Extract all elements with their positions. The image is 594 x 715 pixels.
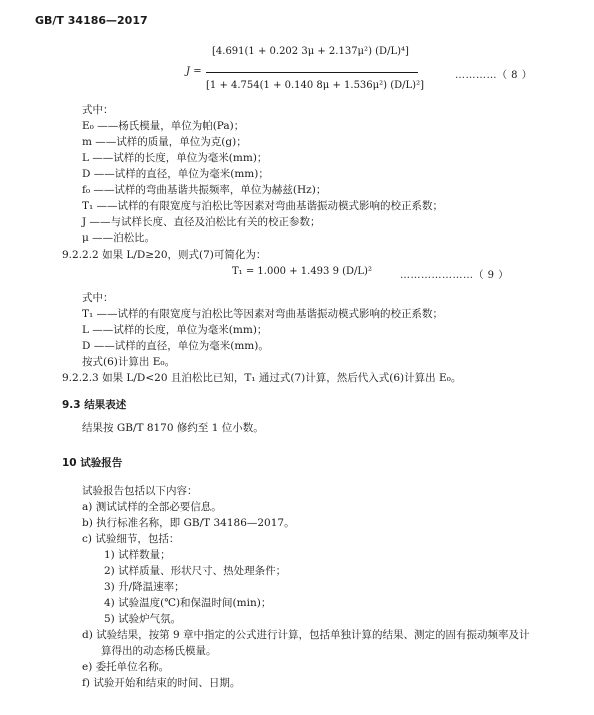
list-item: d) 试验结果，按第 9 章中指定的公式进行计算，包括单独计算的结果、测定的固有振动频率及计 bbox=[82, 629, 530, 641]
list-item-continuation: 算得出的动态杨氏模量。 bbox=[101, 645, 217, 657]
where-item: D ——试样的直径，单位为毫米(mm)； bbox=[82, 168, 269, 180]
list-item: f) 试验开始和结束的时间、日期。 bbox=[82, 677, 241, 689]
equation-9: T₁ = 1.000 + 1.493 9 (D/L)² bbox=[232, 266, 372, 277]
list-item: b) 执行标准名称，即 GB/T 34186—2017。 bbox=[82, 517, 295, 529]
where-item: L ——试样的长度，单位为毫米(mm)； bbox=[82, 324, 268, 336]
list-item: a) 测试试样的全部必要信息。 bbox=[82, 501, 222, 513]
where-item: E₀ ——杨氏模量，单位为帕(Pa)； bbox=[82, 120, 245, 132]
calc-note: 按式(6)计算出 E₀。 bbox=[82, 356, 176, 368]
where-intro: 式中： bbox=[82, 104, 114, 116]
eq9-number: …………………（ 9 ） bbox=[400, 270, 509, 281]
list-subitem: 3) 升/降温速率； bbox=[104, 581, 185, 593]
section-heading-9-3: 9.3 结果表述 bbox=[62, 399, 127, 411]
list-item: c) 试验细节，包括： bbox=[82, 533, 180, 545]
eq8-lhs: J = bbox=[186, 66, 202, 77]
report-intro: 试验报告包括以下内容： bbox=[82, 485, 198, 497]
where-item: T₁ ——试样的有限宽度与泊松比等因素对弯曲基谐振动模式影响的校正系数； bbox=[82, 200, 444, 212]
clause-9222: 9.2.2.2 如果 L/D≥20，则式(7)可简化为： bbox=[62, 249, 267, 261]
list-subitem: 5) 试验炉气氛。 bbox=[104, 613, 182, 625]
where-item: L ——试样的长度，单位为毫米(mm)； bbox=[82, 152, 268, 164]
standard-header: GB/T 34186—2017 bbox=[35, 14, 148, 27]
section-heading-10: 10 试验报告 bbox=[62, 457, 123, 469]
where-item: D ——试样的直径，单位为毫米(mm)。 bbox=[82, 340, 269, 352]
where-item: m ——试样的质量，单位为克(g)； bbox=[82, 136, 247, 148]
eq8-number: …………（ 8 ） bbox=[455, 70, 533, 81]
section-body: 结果按 GB/T 8170 修约至 1 位小数。 bbox=[82, 422, 264, 434]
list-subitem: 4) 试验温度(℃)和保温时间(min)； bbox=[104, 597, 272, 609]
where-item: J ——与试样长度、直径及泊松比有关的校正参数； bbox=[82, 216, 321, 228]
clause-9223: 9.2.2.3 如果 L/D<20 且泊松比已知，T₁ 通过式(7)计算，然后代入式(6)计算出 E₀。 bbox=[62, 372, 462, 384]
list-subitem: 1) 试样数量； bbox=[104, 549, 171, 561]
where-item: μ ——泊松比。 bbox=[82, 232, 156, 244]
fraction-bar bbox=[206, 72, 418, 73]
where-intro: 式中： bbox=[82, 292, 114, 304]
eq8-denominator: [1 + 4.754(1 + 0.140 8μ + 1.536μ²) (D/L)²] bbox=[206, 80, 424, 91]
list-item: e) 委托单位名称。 bbox=[82, 661, 170, 673]
where-item: f₀ ——试样的弯曲基谐共振频率，单位为赫兹(Hz)； bbox=[82, 184, 327, 196]
eq8-numerator: [4.691(1 + 0.202 3μ + 2.137μ²) (D/L)⁴] bbox=[212, 46, 409, 57]
where-item: T₁ ——试样的有限宽度与泊松比等因素对弯曲基谐振动模式影响的校正系数； bbox=[82, 308, 444, 320]
list-subitem: 2) 试样质量、形状尺寸、热处理条件； bbox=[104, 565, 287, 577]
